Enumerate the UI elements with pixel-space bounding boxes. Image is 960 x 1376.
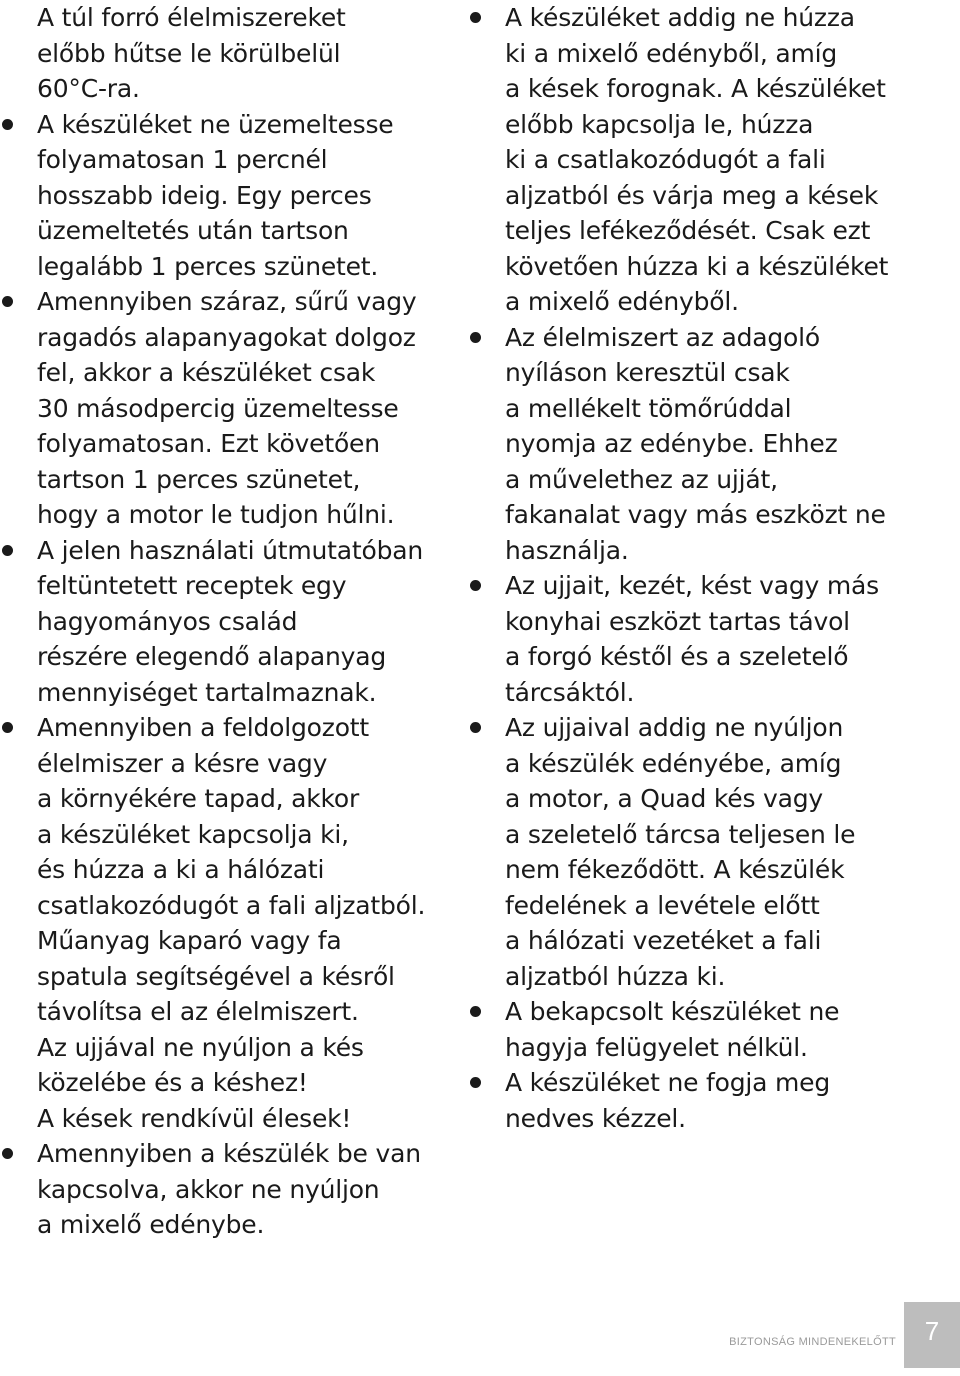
text-line: 60°C-ra. <box>37 74 140 103</box>
text-line: Amennyiben a készülék be van <box>37 1139 421 1168</box>
bullet-icon <box>470 722 481 733</box>
text-line: a szeletelő tárcsa teljesen le <box>505 819 856 849</box>
text-line: teljes lefékeződését. Csak ezt <box>505 216 871 245</box>
list-item <box>468 0 948 320</box>
text-line: A készüléket addig ne húzza <box>505 3 855 32</box>
list-item <box>468 710 948 994</box>
text-line: a készüléket kapcsolja ki, <box>37 819 349 849</box>
text-line: hosszabb ideig. Egy perces <box>37 180 372 210</box>
bullet-icon <box>2 296 13 307</box>
list-item <box>0 107 470 285</box>
text-line: és húzza a ki a hálózati <box>37 855 325 884</box>
left-column <box>0 0 470 1243</box>
bullet-icon <box>470 12 481 23</box>
text-line: A készüléket ne üzemeltesse <box>37 109 394 139</box>
text-line: aljzatból húzza ki. <box>505 961 726 991</box>
text-line: Az ujjával ne nyúljon a kés <box>37 1032 364 1062</box>
text-line: spatula segítségével a késről <box>37 961 395 991</box>
text-line: fakanalat vagy más eszközt ne <box>505 500 886 529</box>
text-line: A bekapcsolt készüléket ne <box>505 997 840 1026</box>
bullet-icon <box>470 332 481 343</box>
text-line: közelébe és a késhez! <box>37 1068 308 1097</box>
text-line: a készülék edényébe, amíg <box>505 748 842 778</box>
text-line: előbb hűtse le körülbelül <box>37 38 341 68</box>
text-line: hagyományos család <box>37 606 298 636</box>
text-line: távolítsa el az élelmiszert. <box>37 997 359 1026</box>
text-line: ki a csatlakozódugót a fali <box>505 145 826 174</box>
text-line: a környékére tapad, akkor <box>37 784 360 813</box>
text-line: Az ujjaival addig ne nyúljon <box>505 713 844 742</box>
text-line: folyamatosan 1 percnél <box>37 145 328 174</box>
list-item <box>468 1065 948 1136</box>
text-line: nem fékeződött. A készülék <box>505 855 845 884</box>
text-line: ki a mixelő edényből, amíg <box>505 38 838 68</box>
bullet-icon <box>470 580 481 591</box>
text-line: nyomja az edénybe. Ehhez <box>505 429 838 458</box>
text-line: mennyiséget tartalmaznak. <box>37 677 377 707</box>
text-line: Az ujjait, kezét, kést vagy más <box>505 571 880 600</box>
text-line: legalább 1 perces szünetet. <box>37 251 379 281</box>
page-number-box <box>904 1302 960 1368</box>
page-footer <box>729 1302 960 1368</box>
text-line: nyíláson keresztül csak <box>505 358 790 387</box>
text-line: tárcsáktól. <box>505 677 635 707</box>
bullet-icon <box>2 722 13 733</box>
text-line: a forgó késtől és a szeletelő <box>505 642 849 671</box>
list-item <box>468 994 948 1065</box>
text-line: fedelének a levétele előtt <box>505 890 820 920</box>
text-line: a hálózati vezetéket a fali <box>505 926 822 955</box>
text-line: hagyja felügyelet nélkül. <box>505 1032 808 1062</box>
text-line: csatlakozódugót a fali aljzatból. <box>37 890 426 920</box>
list-item <box>0 0 470 107</box>
text-line: tartson 1 perces szünetet, <box>37 464 361 494</box>
bullet-icon <box>2 545 13 556</box>
text-line: üzemeltetés után tartson <box>37 216 349 245</box>
bullet-icon <box>470 1077 481 1088</box>
list-item <box>0 533 470 711</box>
text-line: ragadós alapanyagokat dolgoz <box>37 322 416 352</box>
right-column <box>468 0 948 1136</box>
text-line: a motor, a Quad kés vagy <box>505 784 824 813</box>
text-line: Amennyiben száraz, sűrű vagy <box>37 287 417 316</box>
text-line: fel, akkor a készüléket csak <box>37 358 376 387</box>
list-item <box>468 320 948 569</box>
text-line: folyamatosan. Ezt követően <box>37 429 380 458</box>
page-number: 7 <box>924 1316 940 1346</box>
text-line: A jelen használati útmutatóban <box>37 535 424 565</box>
text-line: a mellékelt tömőrúddal <box>505 393 792 423</box>
section-label: BIZTONSÁG MINDENEKELŐTT <box>729 1336 896 1348</box>
text-line: előbb kapcsolja le, húzza <box>505 109 814 139</box>
text-line: A kések rendkívül élesek! <box>37 1103 352 1133</box>
text-line: Műanyag kaparó vagy fa <box>37 926 342 955</box>
text-line: 30 másodpercig üzemeltesse <box>37 393 399 423</box>
text-line: A készüléket ne fogja meg <box>505 1068 831 1097</box>
text-line: részére elegendő alapanyag <box>37 642 387 671</box>
text-line: konyhai eszközt tartas távol <box>505 606 850 636</box>
bullet-icon <box>2 1148 13 1159</box>
text-line: a mixelő edényből. <box>505 287 739 316</box>
list-item <box>0 710 470 1136</box>
text-line: nedves kézzel. <box>505 1103 686 1133</box>
text-line: kapcsolva, akkor ne nyúljon <box>37 1174 380 1204</box>
text-line: élelmiszer a késre vagy <box>37 748 328 778</box>
text-line: a művelethez az ujját, <box>505 464 778 494</box>
text-line: feltüntetett receptek egy <box>37 571 347 600</box>
text-line: a mixelő edénybe. <box>37 1210 265 1239</box>
text-line: Amennyiben a feldolgozott <box>37 713 369 742</box>
text-line: a kések forognak. A készüléket <box>505 74 886 103</box>
list-item <box>468 568 948 710</box>
list-item <box>0 1136 470 1243</box>
text-line: használja. <box>505 535 629 565</box>
text-line: aljzatból és várja meg a kések <box>505 180 879 210</box>
bullet-icon <box>470 1006 481 1017</box>
bullet-icon <box>2 119 13 130</box>
text-line: A túl forró élelmiszereket <box>37 3 346 32</box>
text-line: hogy a motor le tudjon hűlni. <box>37 500 395 529</box>
list-item <box>0 284 470 533</box>
text-line: követően húzza ki a készüléket <box>505 251 889 281</box>
text-line: Az élelmiszert az adagoló <box>505 322 820 352</box>
